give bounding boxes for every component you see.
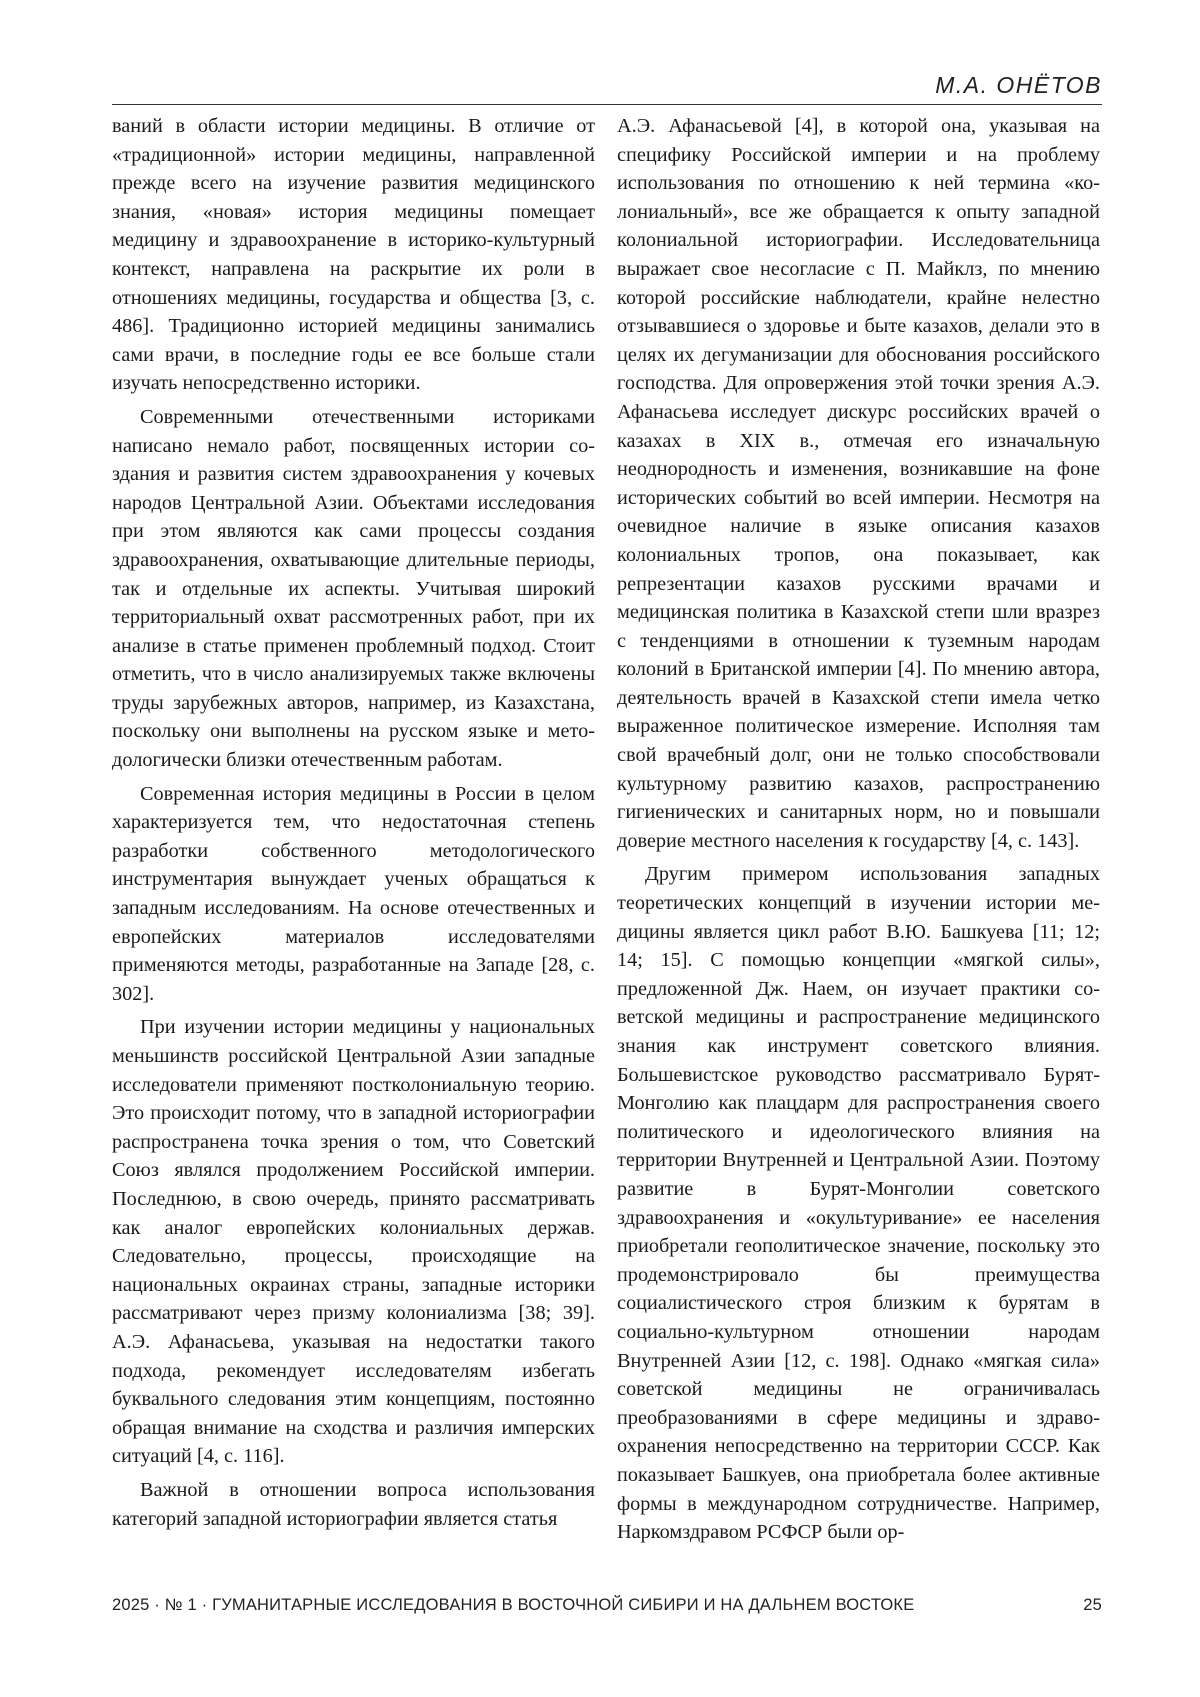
paragraph: ваний в области истории медицины. В отличие от «традиционной» истории медицины, направленной прежде всего на изучение развития медицинского знания, «новая» история медицины помещает медицину и здравоохранение в историко-культурный контекст, направлена на раскрытие их роли в отношениях медицины, государства и общества [3, с. 486]. Традиционно историей медицины занимались сами врачи, в последние годы ее все больше стали изучать непосредственно историки. (112, 115, 595, 395)
right-column (617, 112, 1100, 1552)
left-column (112, 112, 595, 1538)
paragraph: Современная история медицины в России в целом характеризуется тем, что недостаточная степень разработки собственного методологического инструментария вынуждает ученых обращаться к западным исследованиям. На основе отечественных и европейских материалов исследователями применяются методы, разработанные на Западе [28, с. 302]. (112, 782, 595, 1005)
header-rule (112, 104, 1102, 105)
paragraph: Другим примером использования западных теоретических концепций в изучении истории медицины является цикл работ В.Ю. Башкуева [11; 12; 14; 15]. С помощью концепции «мягкой силы», предложенной Дж. Наем, он изучает практики советской медицины и распространение медицинского знания как инструмент советского влияния. Большевистское руководство рассматривало Бурят-Монголию как плацдарм для распространения своего политического и идеологического влияния на территории Внутренней и Центральной Азии. Поэтому развитие в Бурят-Монголии советского здравоохранения и «окультуривание» ее населения приобретали геополитическое значение, поскольку это продемонстрировало бы преимущества социалистического строя близким к бурятам в социально-культурном отношении народам Внутренней Азии [12, с. 198]. Однако «мягкая сила» советской медицины не ограничивалась преобразованиями в сфере медицины и здравоохранения непосредственно на территории СССР. Как показывает Башкуев, она приобретала более активные формы в международном сотрудничестве. Например, Наркомздравом РСФСР были ор- (617, 863, 1100, 1544)
paragraph: Важной в отношении вопроса использования категорий западной историографии является статья (112, 1478, 595, 1530)
page-number: 25 (1083, 1596, 1102, 1614)
journal-title: 2025 · № 1 · ГУМАНИТАРНЫЕ ИССЛЕДОВАНИЯ В ВОСТОЧНОЙ СИБИРИ И НА ДАЛЬНЕМ ВОСТОКЕ (112, 1596, 915, 1614)
paragraph: При изучении истории медицины у национальных меньшинств российской Центральной Азии западные исследователи применяют постколониальную теорию. Это происходит потому, что в западной историографии распространена точка зрения о том, что Советский Союз являлся продолжением Российской империи. Последнюю, в свою очередь, принято рассматривать как аналог европейских колониальных держав. Следовательно, процессы, происходящие на национальных окраинах страны, западные историки рассматривают через призму колониализма [38; 39]. А.Э. Афанасьева, указывая на недостатки такого подхода, рекомендует исследователям избегать буквального следования этим концепциям, постоянно обращая внимание на сходства и различия имперских ситуаций [4, с. 116]. (112, 1016, 595, 1468)
paragraph: А.Э. Афанасьевой [4], в которой она, указывая на специфику Российской империи и на проблему использования по отношению к ней термина «колониальный», все же обращается к опыту западной колониальной историографии. Исследовательница выражает свое несогласие с П. Майклз, по мнению которой российские наблюдатели, крайне нелестно отзывавшиеся о здоровье и быте казахов, делали это в целях их дегуманизации для обоснования российского господства. Для опровержения этой точки зрения А.Э. Афанасьева исследует дискурс российских врачей о казахах в XIX в., отмечая его изначальную неоднородность и изменения, возникавшие на фоне исторических событий во всей империи. Несмотря на очевидное наличие в языке описания казахов колониальных тропов, она показывает, как репрезентации казахов русскими врачами и медицинская политика в Казахской степи шли вразрез с тенденциями в отношении к туземным народам колоний в Британской империи [4]. По мнению автора, деятельность врачей в Казахской степи имела четко выраженное политическое измерение. Исполняя там свой врачебный долг, они не только способствовали культурному развитию казахов, распространению гигиенических и санитарных норм, но и повышали доверие местного населения к государству [4, с. 143]. (617, 115, 1100, 852)
paragraph: Современными отечественными историками написано немало работ, посвященных истории создания и развития систем здравоохранения у кочевых народов Центральной Азии. Объектами исследования при этом являются как сами процессы создания здравоохранения, охватывающие длительные периоды, так и отдельные их аспекты. Учитывая широкий территориальный охват рассмотренных работ, при их анализе в статье применен проблемный подход. Стоит отметить, что в число анализируемых также включены труды зарубежных авторов, например, из Казахстана, поскольку они выполнены на русском языке и методологически близки отечественным работам. (112, 405, 595, 772)
running-head-author: М.А. ОНЁТОВ (935, 72, 1102, 98)
